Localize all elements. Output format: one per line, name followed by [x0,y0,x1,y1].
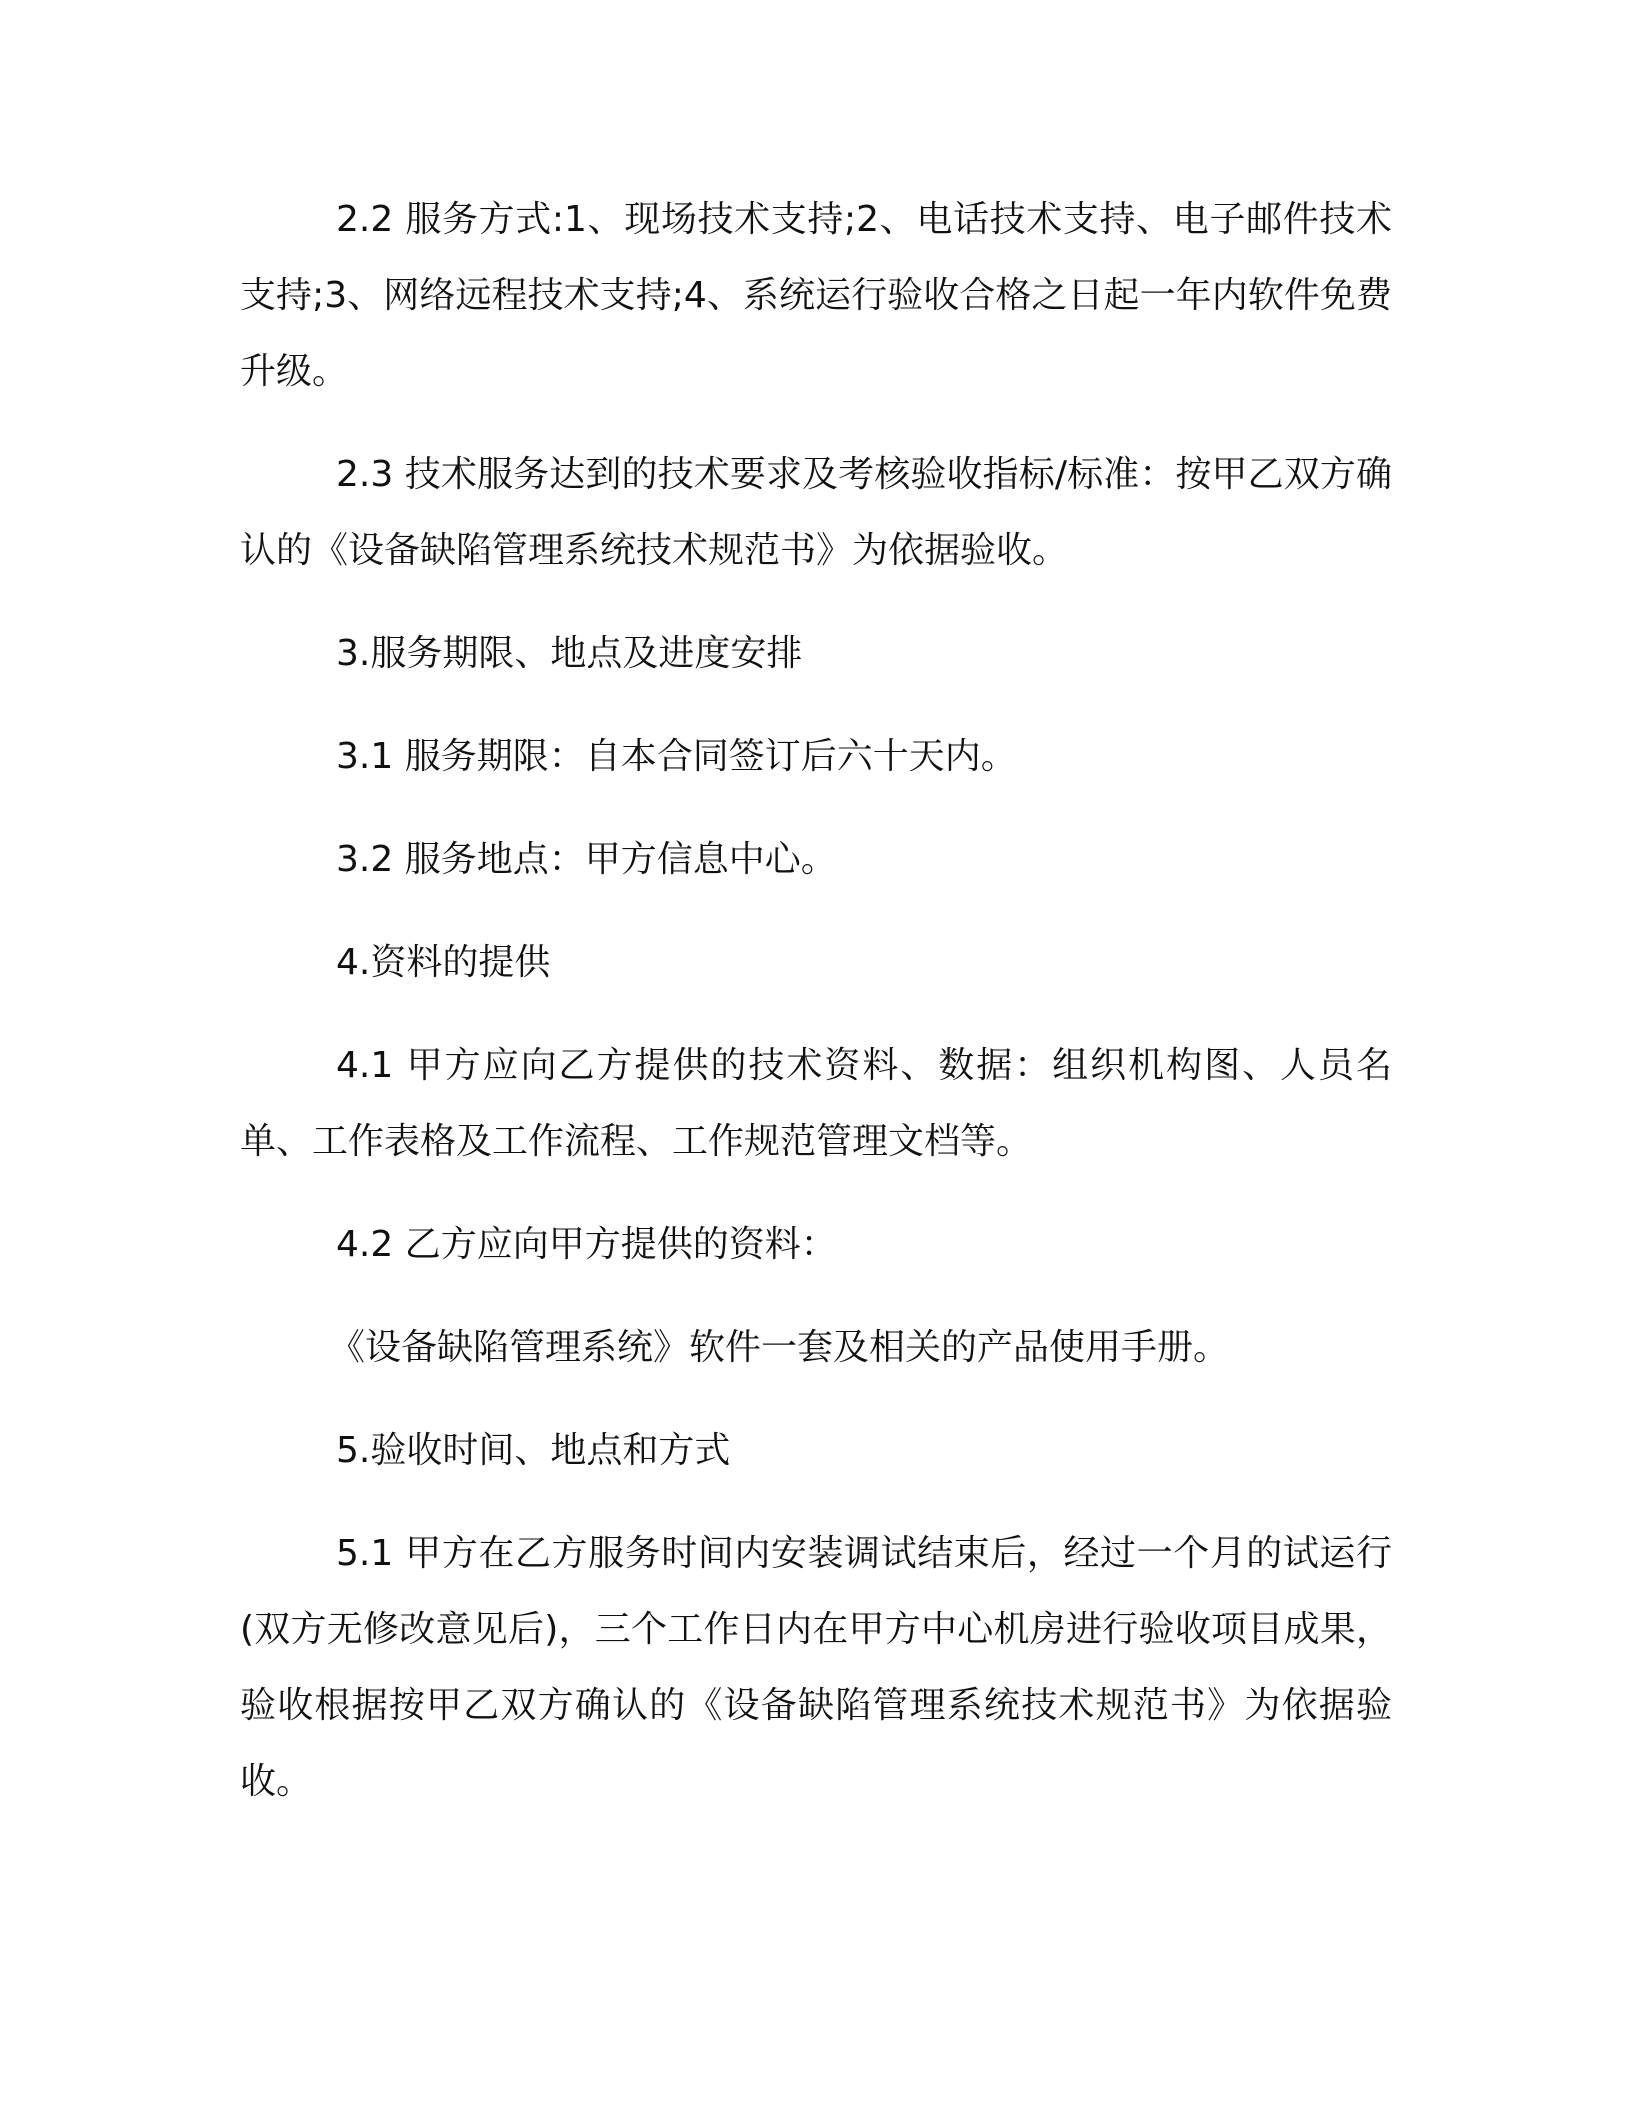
paragraph-acceptance-standard: 2.3 技术服务达到的技术要求及考核验收指标/标准：按甲乙双方确认的《设备缺陷管理系统技术规范书》为依据验收。 [240,454,1392,571]
paragraph-software-package: 《设备缺陷管理系统》软件一套及相关的产品使用手册。 [329,1327,1230,1368]
paragraph-acceptance-process: 5.1 甲方在乙方服务时间内安装调试结束后，经过一个月的试运行(双方无修改意见后)，三个工作日内在甲方中心机房进行验收项目成果，验收根据按甲乙双方确认的《设备缺陷管理系统技术规范书》为依据验收。 [240,1533,1392,1802]
section-heading-materials: 4.资料的提供 [336,942,551,983]
paragraph-party-b-materials: 4.2 乙方应向甲方提供的资料： [336,1224,837,1265]
paragraph-service-period: 3.1 服务期限：自本合同签订后六十天内。 [336,736,1017,777]
section-heading-service-period: 3.服务期限、地点及进度安排 [336,633,803,674]
paragraph-service-location: 3.2 服务地点：甲方信息中心。 [336,839,837,880]
document-body [240,182,1392,1847]
paragraph-party-a-materials: 4.1 甲方应向乙方提供的技术资料、数据：组织机构图、人员名单、工作表格及工作流程、工作规范管理文档等。 [240,1045,1392,1162]
section-heading-acceptance: 5.验收时间、地点和方式 [336,1430,731,1471]
paragraph-service-method: 2.2 服务方式:1、现场技术支持;2、电话技术支持、电子邮件技术支持;3、网络远程技术支持;4、系统运行验收合格之日起一年内软件免费升级。 [240,199,1392,392]
